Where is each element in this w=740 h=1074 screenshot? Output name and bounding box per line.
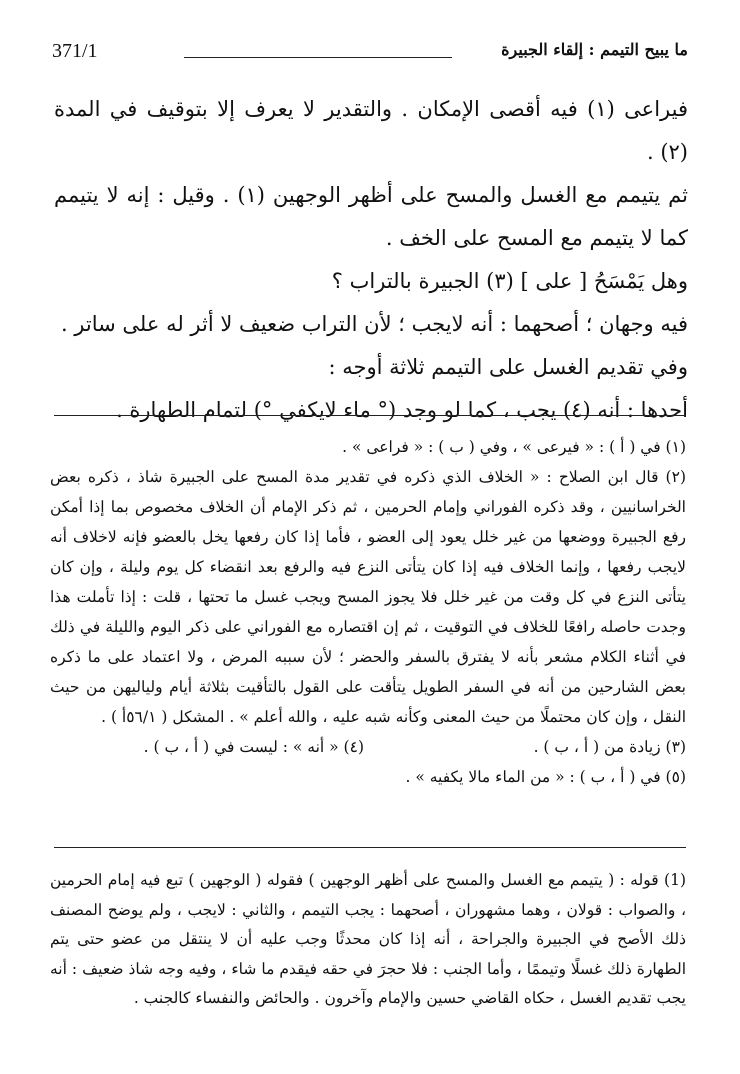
footnotes bbox=[50, 432, 686, 792]
footnote-3: (٣) زيادة من ( أ ، ب ) . bbox=[533, 738, 686, 756]
footnote-row-3-4 bbox=[50, 732, 686, 762]
page-header bbox=[52, 40, 688, 68]
running-head: ما يبيح التيمم : إلقاء الجبيرة bbox=[501, 40, 688, 59]
main-text bbox=[54, 88, 688, 432]
main-paragraph-1: فيراعى (١) فيه أقصى الإمكان . والتقدير لا يعرف إلا بتوقيف في المدة (٢) . bbox=[54, 97, 688, 164]
main-paragraph-3: وهل يَمْسَحُ [ على ] (٣) الجبيرة بالتراب ؟ bbox=[331, 269, 688, 293]
footnote-2: (٢) قال ابن الصلاح : « الخلاف الذي ذكره في تقدير مدة المسح على الجبيرة شاذ ، ذكره بعض الخراسانيين ، وقد ذكره الفوراني وإمام الحرمين ، ثم ذكر الإمام أن الخلاف مخصوص بما إذا أمكن رفع الجبيرة ووضعها من غير خلل يعود إلى العضو ، فأما إذا كان رفعها يخل بالعضو فإنه لاخلاف أنه لايجب رفعها ، وإنما الخلاف فيه إذا كان يتأتى النزع فيه والرفع بعد انقضاء كل يوم وليلة ، وإن كان يتأتى النزع في كل وقت من غير خلل فلا يجوز المسح ويجب غسل ما تحتها ، قلت : إذا تأملت هذا وجدت حاصله رافعًا للخلاف في التوقيت ، ثم إن اقتصاره مع الفوراني على ذكر اليوم والليلة في ذلك في أثناء الكلام مشعر بأنه لا يفترق بالسفر والحضر ؛ لأن سببه المرض ، ولا اعتماد على ما ذكره بعض الشارحين من أنه في السفر الطويل يتأقت على القول بالتأقيت بثلاثة أيام ولياليهن من حيث النقل ، وإن كان محتملًا من حيث المعنى وكأنه شبه عليه ، والله أعلم » . المشكل ( ٥٦/١أ ) . bbox=[50, 468, 686, 726]
commentary bbox=[50, 866, 686, 1014]
main-paragraph-4: فيه وجهان ؛ أصحهما : أنه لايجب ؛ لأن التراب ضعيف لا أثر له على ساتر . bbox=[60, 312, 688, 336]
footnote-5: (٥) في ( أ ، ب ) : « من الماء مالا يكفيه » . bbox=[405, 768, 686, 786]
header-rule bbox=[184, 57, 452, 58]
page-number: 371/1 bbox=[52, 40, 98, 62]
main-paragraph-2: ثم يتيمم مع الغسل والمسح على أظهر الوجهين (١) . وقيل : إنه لا يتيمم كما لا يتيمم مع المسح على الخف . bbox=[54, 183, 688, 250]
footnote-4: (٤) « أنه » : ليست في ( أ ، ب ) . bbox=[143, 738, 364, 756]
main-paragraph-5: وفي تقديم الغسل على التيمم ثلاثة أوجه : bbox=[328, 355, 688, 379]
footnote-1: (١) في ( أ ) : « فيرعى » ، وفي ( ب ) : « فراعى » . bbox=[342, 438, 686, 456]
main-paragraph-6: أحدها : أنه (٤) يجب ، كما لو وجد (° ماء لايكفي °) لتمام الطهارة . bbox=[116, 398, 688, 422]
commentary-separator bbox=[54, 847, 686, 848]
commentary-note-1: (1) قوله : ( يتيمم مع الغسل والمسح على أظهر الوجهين ) فقوله ( الوجهين ) تبع فيه إمام الحرمين ، والصواب : قولان ، وهما مشهوران ، أصحهما : يجب التيمم ، والثاني : لايجب ، ولم يوضح المصنف ذلك الأصح في الجبيرة والجراحة ، أنه إذا كان محدثًا وجب عليه أن لا ينتقل من عضو حتى يتم الطهارة ذلك غسلًا وتيممًا ، وأما الجنب : فلا حجرَ في حقه فيقدم ما شاء ، وفيه وجه شاذ ضعيف : أنه يجب تقديم الغسل ، حكاه القاضي حسين والإمام وآخرون . والحائض والنفساء كالجنب . bbox=[50, 871, 686, 1007]
footnote-separator bbox=[54, 415, 684, 416]
